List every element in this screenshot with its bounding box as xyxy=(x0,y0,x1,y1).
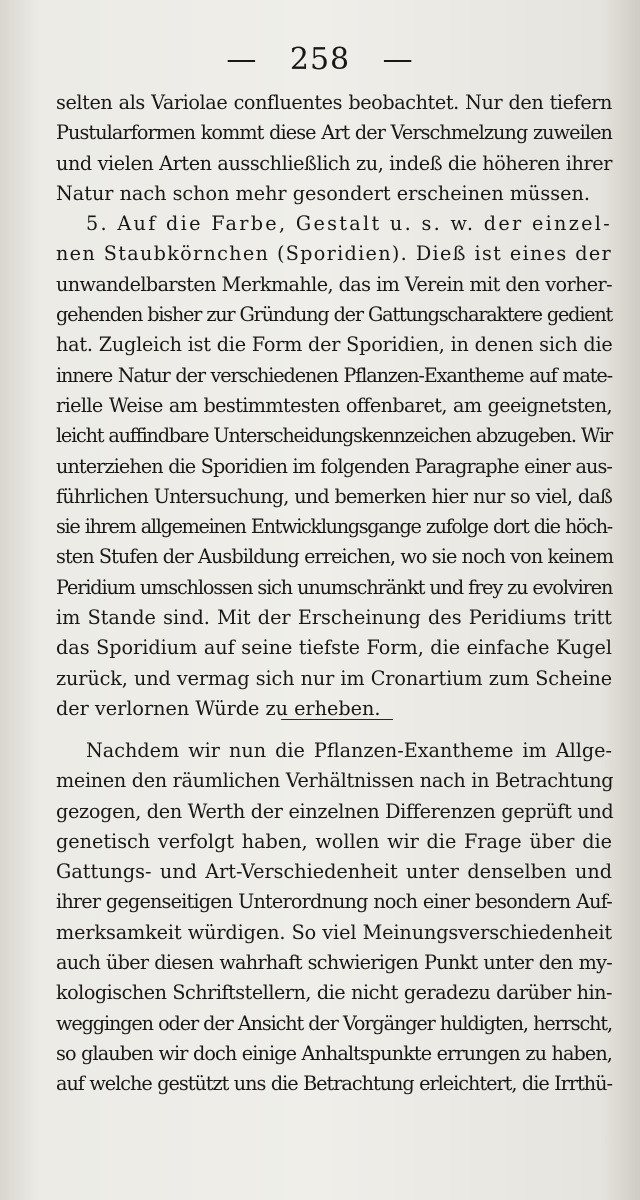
section-divider xyxy=(281,719,393,720)
text-line: unterziehen die Sporidien im folgenden Paragraphe einer aus- xyxy=(56,454,612,478)
section-upper xyxy=(56,88,612,724)
text-line: nen Staubkörnchen (Sporidien). Dieß ist eines der xyxy=(56,242,612,266)
text-line: sie ihrem allgemeinen Entwicklungsgange zufolge dort die höch- xyxy=(56,515,612,539)
text-line: zurück, und vermag sich nur im Cronartium zum Scheine xyxy=(56,666,612,690)
text-line: innere Natur der verschiedenen Pflanzen-Exantheme auf mate- xyxy=(56,363,612,387)
text-line: selten als Variolae confluentes beobachtet. Nur den tiefern xyxy=(56,91,612,114)
paragraph-genera-species xyxy=(56,736,612,1100)
text-line: gehenden bisher zur Gründung der Gattungscharaktere gedient xyxy=(56,303,612,327)
paragraph-continued xyxy=(56,88,612,209)
text-line: so glauben wir doch einige Anhaltspunkte errungen zu haben, xyxy=(56,1041,612,1065)
text-line: auf welche gestützt uns die Betrachtung erleichtert, die Irrthü- xyxy=(56,1072,612,1096)
text-line: 5. Auf die Farbe, Gestalt u. s. w. der einzel- xyxy=(86,212,612,236)
text-line: weggingen oder der Ansicht der Vorgänger huldigten, herrscht, xyxy=(56,1011,612,1035)
text-line: Peridium umschlossen sich unumschränkt und frey zu evolviren xyxy=(56,575,613,599)
text-line: Natur nach schon mehr gesondert erscheinen müssen. xyxy=(56,181,590,205)
text-line: Nachdem wir nun die Pflanzen-Exantheme im Allge- xyxy=(86,739,612,762)
text-line: unwandelbarsten Merkmahle, das im Verein mit den vorher- xyxy=(56,272,612,296)
text-line: merksamkeit würdigen. So viel Meinungsverschiedenheit xyxy=(56,920,612,944)
text-line: leicht auffindbare Unterscheidungskennzeichen abzugeben. Wir xyxy=(56,424,612,448)
text-line: sten Stufen der Ausbildung erreichen, wo sie noch von keinem xyxy=(56,545,614,569)
text-line: genetisch verfolgt haben, wollen wir die Frage über die xyxy=(56,829,612,853)
page-header xyxy=(0,42,640,77)
section-lower xyxy=(56,736,612,1100)
text-line: und vielen Arten ausschließlich zu, indeß die höheren ihrer xyxy=(56,151,612,175)
paragraph-point-5 xyxy=(56,209,612,724)
text-line: rielle Weise am bestimmtesten offenbaret, am geeignetsten, xyxy=(56,393,612,417)
text-line: führlichen Untersuchung, und bemerken hier nur so viel, daß xyxy=(56,484,612,508)
text-line: kologischen Schriftstellern, die nicht geradezu darüber hin- xyxy=(56,981,612,1005)
page-number: 258 xyxy=(289,42,351,77)
text-line: gezogen, den Werth der einzelnen Differenzen geprüft und xyxy=(56,799,614,823)
text-line: hat. Zugleich ist die Form der Sporidien, in denen sich die xyxy=(56,333,613,357)
text-line: ihrer gegenseitigen Unterordnung noch einer besondern Auf- xyxy=(56,890,612,914)
text-line: das Sporidium auf seine tiefste Form, die einfache Kugel xyxy=(56,636,612,660)
header-dash-left: — xyxy=(226,42,258,77)
header-dash-right: — xyxy=(382,42,414,77)
text-line: im Stande sind. Mit der Erscheinung des Peridiums tritt xyxy=(56,606,612,630)
text-line: Pustularformen kommt diese Art der Verschmelzung zuweilen xyxy=(56,121,612,145)
text-line: der verlornen Würde zu erheben. xyxy=(56,696,381,720)
text-line: meinen den räumlichen Verhältnissen nach in Betrachtung xyxy=(56,769,614,793)
text-line: auch über diesen wahrhaft schwierigen Punkt unter den my- xyxy=(56,951,612,975)
text-line: Gattungs- und Art-Verschiedenheit unter denselben und xyxy=(56,860,612,884)
